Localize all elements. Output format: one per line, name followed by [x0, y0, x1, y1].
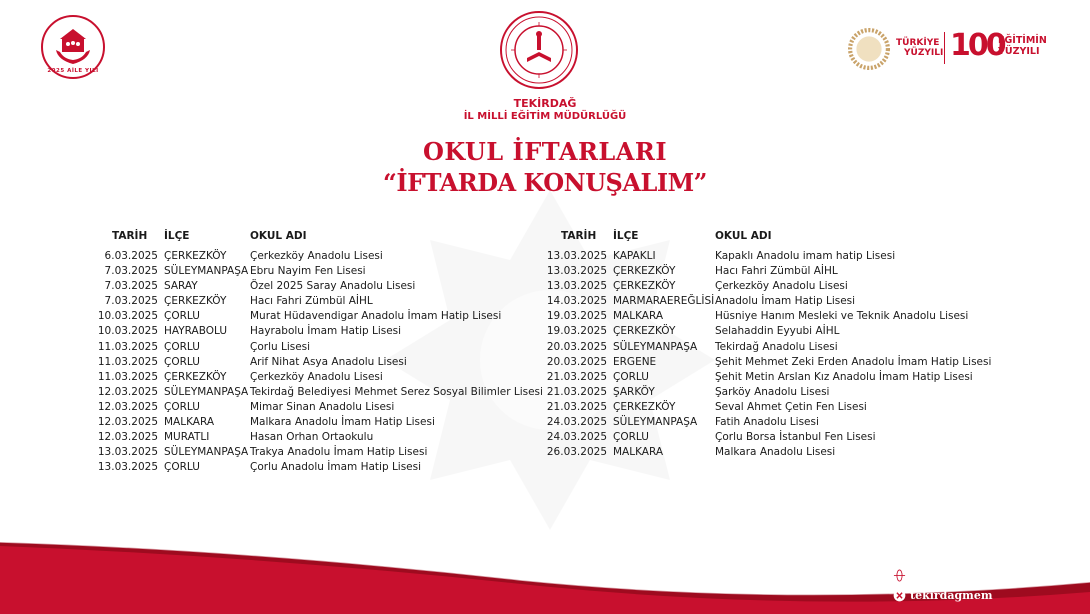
row-district: ÇERKEZKÖY — [613, 265, 676, 278]
row-date: 21.03.2025 — [546, 385, 607, 398]
row-school: Hacı Fahri Zümbül AİHL — [250, 295, 373, 308]
table-row — [96, 279, 543, 294]
row-district: SARAY — [164, 280, 198, 293]
table-row — [545, 400, 991, 415]
meb-seal-icon — [499, 10, 579, 90]
row-school: Selahaddin Eyyubi AİHL — [715, 325, 840, 338]
row-date: 21.03.2025 — [546, 400, 607, 413]
turkiye-yuzyili-logo — [848, 28, 1048, 72]
row-district: SÜLEYMANPAŞA — [164, 265, 249, 278]
row-date: 13.03.2025 — [546, 280, 607, 293]
row-school: Kapaklı Anadolu imam hatip Lisesi — [715, 250, 896, 262]
table-row — [545, 309, 991, 324]
row-date: 24.03.2025 — [546, 416, 607, 429]
row-district: ERGENE — [613, 355, 657, 368]
x-logo-icon — [893, 589, 906, 602]
row-district: ÇORLU — [613, 370, 649, 383]
row-district: ÇERKEZKÖY — [164, 250, 227, 262]
authority-city: TEKİRDAĞ — [513, 97, 577, 110]
row-school: Çerkezköy Anadolu Lisesi — [250, 250, 383, 262]
schedule-table-left — [96, 229, 543, 475]
row-date: 13.03.2025 — [546, 265, 607, 278]
row-school: Şehit Mehmet Zeki Erden Anadolu İmam Hatip Lisesi — [715, 355, 992, 368]
row-school: Hasan Orhan Ortaokulu — [250, 431, 374, 444]
website-link[interactable] — [893, 569, 1031, 582]
header-date: TARİH — [112, 230, 148, 242]
table-row — [96, 370, 543, 385]
yuzyili-text: YÜZYILI — [904, 48, 944, 58]
yuzyili-text-2: YÜZYILI — [998, 46, 1040, 57]
x-account-link[interactable] — [893, 589, 992, 602]
row-district: ÇERKEZKÖY — [164, 295, 227, 308]
turkiye-yuzyili-emblem-icon — [848, 28, 890, 70]
table-row — [96, 309, 543, 324]
row-date: 10.03.2025 — [97, 325, 158, 338]
aile-yili-logo-text: 2025 AİLE YILI — [47, 68, 99, 74]
header-school: OKUL ADI — [250, 230, 307, 242]
x-handle-text: tekirdagmem — [910, 589, 993, 602]
row-school: Mimar Sinan Anadolu Lisesi — [250, 400, 395, 413]
row-district: ÇERKEZKÖY — [613, 400, 676, 413]
table-row — [96, 385, 543, 400]
website-text: tekirdag.meb.gov.tr — [910, 569, 1032, 582]
table-row — [545, 445, 991, 460]
row-district: MALKARA — [613, 446, 664, 459]
logo-divider — [944, 32, 945, 64]
header-district: İLÇE — [164, 230, 190, 242]
row-date: 10.03.2025 — [97, 310, 158, 323]
row-school: Trakya Anadolu İmam Hatip Lisesi — [250, 446, 428, 459]
row-district: ÇERKEZKÖY — [164, 370, 227, 383]
row-school: Şarköy Anadolu Lisesi — [715, 385, 830, 398]
row-date: 24.03.2025 — [546, 431, 607, 444]
row-school: Çorlu Borsa İstanbul Fen Lisesi — [715, 431, 876, 444]
row-district: MALKARA — [164, 416, 215, 429]
row-district: MALKARA — [613, 310, 664, 323]
row-district: ÇORLU — [164, 461, 200, 474]
table-row — [545, 249, 991, 264]
row-school: Arif Nihat Asya Anadolu Lisesi — [250, 355, 407, 368]
row-date: 13.03.2025 — [97, 446, 158, 459]
table-row — [545, 385, 991, 400]
row-school: Çorlu Lisesi — [250, 340, 311, 353]
row-school: Fatih Anadolu Lisesi — [715, 416, 819, 429]
row-school: Anadolu İmam Hatip Lisesi — [715, 295, 856, 308]
row-school: Malkara Anadolu İmam Hatip Lisesi — [250, 416, 435, 429]
row-school: Malkara Anadolu Lisesi — [715, 446, 836, 459]
row-date: 21.03.2025 — [546, 370, 607, 383]
table-row — [545, 370, 991, 385]
row-date: 26.03.2025 — [546, 446, 607, 459]
row-school: Hacı Fahri Zümbül AİHL — [715, 265, 838, 278]
row-district: SÜLEYMANPAŞA — [613, 340, 698, 353]
turkiye-text: TÜRKİYE — [896, 38, 940, 48]
hundred-text: 100 — [950, 28, 1004, 63]
table-row — [96, 400, 543, 415]
row-date: 12.03.2025 — [97, 431, 158, 444]
header-date: TARİH — [561, 230, 597, 242]
header-district: İLÇE — [613, 230, 639, 242]
table-header-row — [96, 229, 543, 249]
row-school: Tekirdağ Belediyesi Mehmet Serez Sosyal Bilimler Lisesi — [250, 385, 543, 398]
table-row — [96, 249, 543, 264]
table-row — [545, 264, 991, 279]
row-date: 7.03.2025 — [104, 265, 158, 278]
row-district: KAPAKLI — [613, 250, 656, 262]
row-district: MURATLI — [164, 431, 210, 444]
row-district: ŞARKÖY — [613, 385, 655, 398]
row-date: 20.03.2025 — [546, 340, 607, 353]
table-row — [96, 415, 543, 430]
page-title: OKUL İFTARLARI — [422, 137, 668, 166]
row-district: ÇERKEZKÖY — [613, 325, 676, 338]
table-row — [96, 445, 543, 460]
row-district: SÜLEYMANPAŞA — [164, 385, 249, 398]
row-district: ÇORLU — [613, 431, 649, 444]
table-row — [545, 355, 991, 370]
row-date: 7.03.2025 — [104, 280, 158, 293]
row-school: Hüsniye Hanım Mesleki ve Teknik Anadolu Lisesi — [715, 310, 969, 323]
row-district: ÇORLU — [164, 400, 200, 413]
table-row — [96, 294, 543, 309]
row-date: 11.03.2025 — [97, 355, 158, 368]
row-district: SÜLEYMANPAŞA — [613, 416, 698, 429]
table-row — [96, 324, 543, 339]
table-row — [545, 430, 991, 445]
table-row — [545, 294, 991, 309]
row-school: Seval Ahmet Çetin Fen Lisesi — [715, 400, 867, 413]
table-row — [545, 415, 991, 430]
page-subtitle: “İFTARDA KONUŞALIM” — [383, 168, 707, 197]
row-date: 13.03.2025 — [546, 250, 607, 262]
row-district: ÇORLU — [164, 340, 200, 353]
row-school: Şehit Metin Arslan Kız Anadolu İmam Hatip Lisesi — [715, 370, 973, 383]
row-school: Murat Hüdavendigar Anadolu İmam Hatip Lisesi — [250, 310, 502, 323]
table-row — [96, 430, 543, 445]
table-row — [545, 324, 991, 339]
globe-icon — [893, 569, 906, 582]
table-row — [545, 279, 991, 294]
row-school: Hayrabolu İmam Hatip Lisesi — [250, 325, 402, 338]
row-date: 12.03.2025 — [97, 385, 158, 398]
row-school: Çerkezköy Anadolu Lisesi — [250, 370, 383, 383]
table-row — [96, 355, 543, 370]
row-school: Çerkezköy Anadolu Lisesi — [715, 280, 848, 293]
row-date: 13.03.2025 — [97, 461, 158, 474]
row-district: MARMARAEREĞLİSİ — [613, 295, 715, 308]
egitimin-text: EĞİTİMİN — [998, 35, 1047, 46]
table-header-row — [545, 229, 991, 249]
row-school: Ebru Nayim Fen Lisesi — [250, 265, 366, 278]
row-date: 19.03.2025 — [546, 325, 607, 338]
header-school: OKUL ADI — [715, 230, 772, 242]
row-date: 7.03.2025 — [104, 295, 158, 308]
row-district: ÇORLU — [164, 355, 200, 368]
table-row — [96, 264, 543, 279]
row-school: Özel 2025 Saray Anadolu Lisesi — [250, 280, 416, 293]
row-date: 12.03.2025 — [97, 416, 158, 429]
row-district: HAYRABOLU — [164, 325, 228, 338]
row-date: 20.03.2025 — [546, 355, 607, 368]
row-district: ÇORLU — [164, 310, 200, 323]
row-district: ÇERKEZKÖY — [613, 280, 676, 293]
row-school: Tekirdağ Anadolu Lisesi — [715, 340, 838, 353]
row-date: 19.03.2025 — [546, 310, 607, 323]
row-date: 6.03.2025 — [104, 250, 158, 262]
table-row — [545, 340, 991, 355]
row-date: 11.03.2025 — [97, 340, 158, 353]
row-date: 14.03.2025 — [546, 295, 607, 308]
schedule-table-right — [545, 229, 991, 460]
table-row — [96, 340, 543, 355]
row-district: SÜLEYMANPAŞA — [164, 446, 249, 459]
row-date: 11.03.2025 — [97, 370, 158, 383]
table-row — [96, 460, 543, 475]
row-school: Çorlu Anadolu İmam Hatip Lisesi — [250, 461, 422, 474]
row-date: 12.03.2025 — [97, 400, 158, 413]
authority-department: İL MİLLİ EĞİTİM MÜDÜRLÜĞÜ — [463, 111, 627, 122]
